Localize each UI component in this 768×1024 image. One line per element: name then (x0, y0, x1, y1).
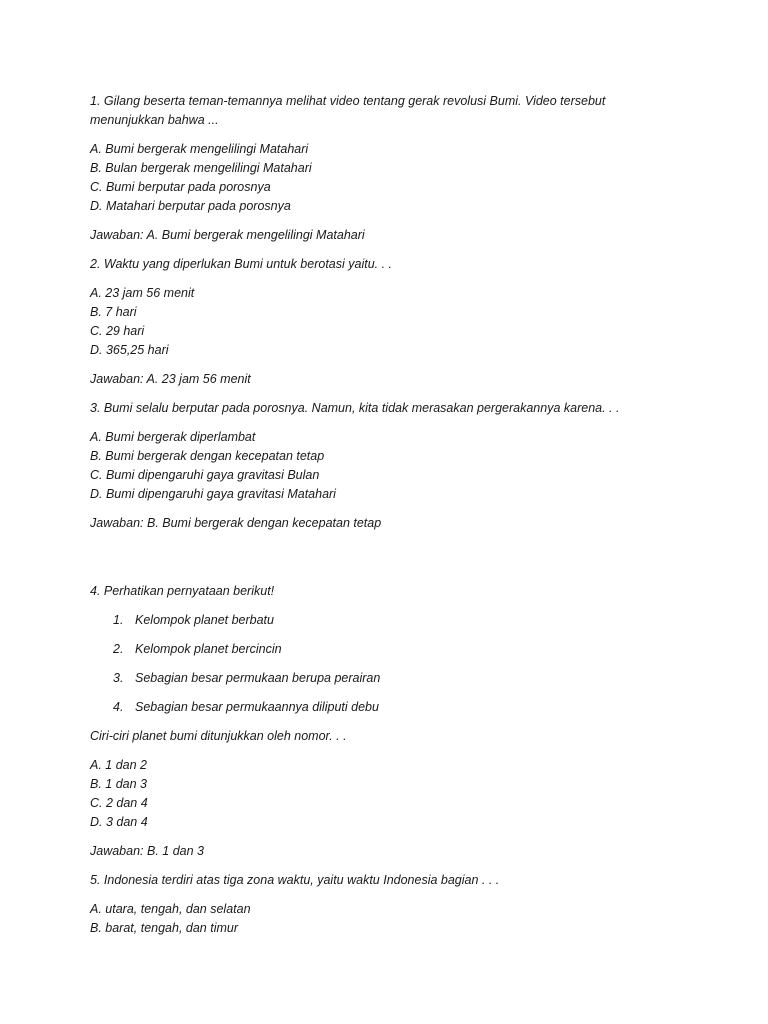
answer-text: Jawaban: A. Bumi bergerak mengelilingi Matahari (90, 228, 365, 242)
option-c: C. Bumi berputar pada porosnya (90, 180, 271, 194)
statement-text: Sebagian besar permukaannya diliputi debu (135, 700, 379, 714)
question-text: 1. Gilang beserta teman-temannya melihat video tentang gerak revolusi Bumi. Video tersebut menunjukkan bahwa ... (90, 94, 606, 127)
question-2 (90, 255, 650, 389)
option-list (90, 428, 650, 504)
document-page (90, 92, 650, 948)
option-c: C. 29 hari (90, 324, 145, 338)
statement-item (90, 698, 650, 717)
question-4 (90, 582, 650, 861)
option-b: B. Bumi bergerak dengan kecepatan tetap (90, 449, 325, 463)
statement-text: Kelompok planet berbatu (135, 613, 274, 627)
question-text: 5. Indonesia terdiri atas tiga zona waktu, yaitu waktu Indonesia bagian . . . (90, 873, 500, 887)
option-d: D. 365,25 hari (90, 343, 169, 357)
question-5 (90, 871, 650, 938)
option-b: B. 7 hari (90, 305, 137, 319)
statement-text: Sebagian besar permukaan berupa perairan (135, 671, 381, 685)
option-a: A. Bumi bergerak diperlambat (90, 430, 256, 444)
option-a: A. 1 dan 2 (90, 758, 147, 772)
blank-line (90, 543, 650, 582)
option-list (90, 900, 650, 938)
option-b: B. 1 dan 3 (90, 777, 147, 791)
option-b: B. barat, tengah, dan timur (90, 921, 239, 935)
option-c: C. Bumi dipengaruhi gaya gravitasi Bulan (90, 468, 320, 482)
answer-text: Jawaban: B. Bumi bergerak dengan kecepatan tetap (90, 516, 382, 530)
question-1 (90, 92, 650, 245)
option-list (90, 756, 650, 832)
option-d: D. Matahari berputar pada porosnya (90, 199, 291, 213)
question-text: 3. Bumi selalu berputar pada porosnya. Namun, kita tidak merasakan pergerakannya karena. . . (90, 401, 620, 415)
option-a: A. utara, tengah, dan selatan (90, 902, 251, 916)
question-prompt: Ciri-ciri planet bumi ditunjukkan oleh nomor. . . (90, 729, 347, 743)
answer-text: Jawaban: A. 23 jam 56 menit (90, 372, 251, 386)
option-list (90, 284, 650, 360)
statement-item (90, 611, 650, 630)
statement-number: 1. (113, 613, 124, 627)
option-list (90, 140, 650, 216)
statement-number: 2. (113, 642, 124, 656)
statement-item (90, 669, 650, 688)
answer-text: Jawaban: B. 1 dan 3 (90, 844, 204, 858)
option-a: A. Bumi bergerak mengelilingi Matahari (90, 142, 309, 156)
option-d: D. Bumi dipengaruhi gaya gravitasi Matahari (90, 487, 336, 501)
statement-number: 4. (113, 700, 124, 714)
option-a: A. 23 jam 56 menit (90, 286, 195, 300)
question-text: 2. Waktu yang diperlukan Bumi untuk berotasi yaitu. . . (90, 257, 393, 271)
statement-list (90, 611, 650, 717)
statement-text: Kelompok planet bercincin (135, 642, 282, 656)
statement-item (90, 640, 650, 659)
question-text: 4. Perhatikan pernyataan berikut! (90, 584, 275, 598)
option-b: B. Bulan bergerak mengelilingi Matahari (90, 161, 312, 175)
option-c: C. 2 dan 4 (90, 796, 148, 810)
option-d: D. 3 dan 4 (90, 815, 148, 829)
statement-number: 3. (113, 671, 124, 685)
question-3 (90, 399, 650, 533)
